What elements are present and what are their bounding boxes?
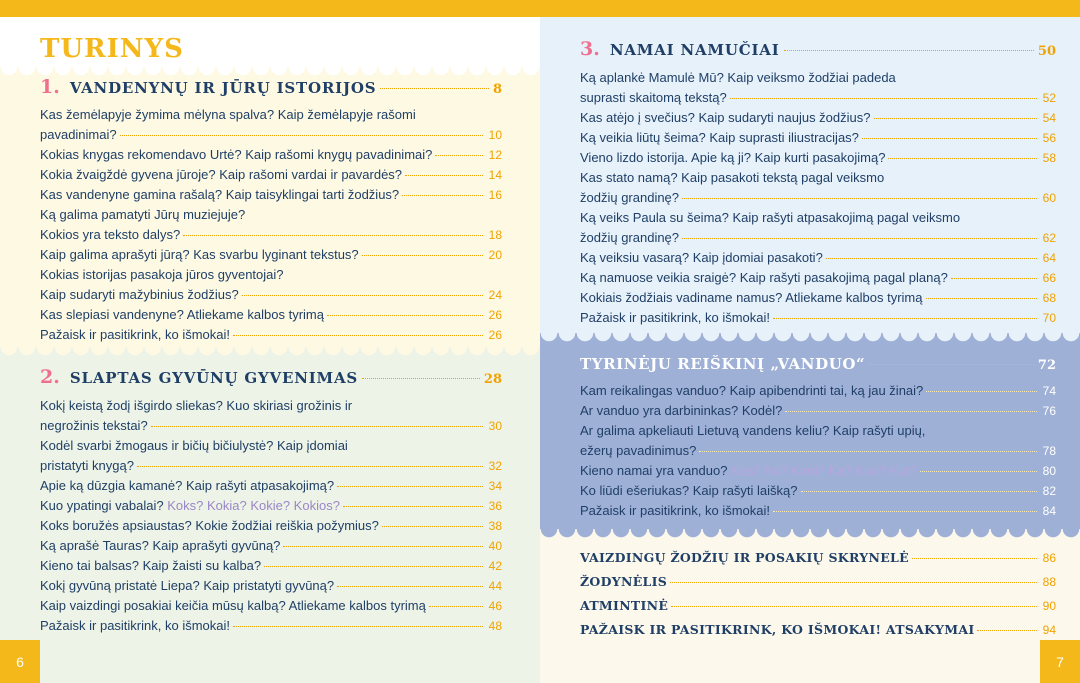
entry-title: Kieno tai balsas? Kaip žaisti su kalba? xyxy=(40,558,262,573)
leader-dots xyxy=(120,135,483,136)
entry-title: žodžių grandinę? xyxy=(580,230,680,245)
research-title: TYRINĖJU REIŠKINĮ „VANDUO“ xyxy=(580,355,866,373)
chapter-page: 28 xyxy=(483,372,502,387)
toc-entry[interactable] xyxy=(40,576,502,596)
chapter-3-heading[interactable] xyxy=(580,38,1056,60)
toc-entry[interactable] xyxy=(40,536,502,556)
entry-page: 24 xyxy=(488,288,502,302)
chapter-page: 8 xyxy=(492,82,502,97)
entry-title: Kokį gyvūną pristatė Liepa? Kaip pristatyti gyvūną? xyxy=(40,578,335,593)
entry-text xyxy=(580,618,974,641)
leader-dots xyxy=(874,118,1038,119)
entry-title: Kaip galima aprašyti jūrą? Kas svarbu lyginant tekstus? xyxy=(40,247,359,262)
entry-text xyxy=(580,421,925,441)
entry-title: Kokį keistą žodį išgirdo sliekas? Kuo skiriasi grožinis ir xyxy=(40,398,353,413)
entry-page: 34 xyxy=(488,479,502,493)
toc-entry[interactable] xyxy=(40,145,502,165)
research-heading[interactable] xyxy=(580,355,1056,373)
toc-entry[interactable] xyxy=(580,248,1056,268)
entry-title: Pažaisk ir pasitikrink, ko išmokai! xyxy=(40,327,230,342)
entry-page: 20 xyxy=(488,248,502,262)
entry-page: 58 xyxy=(1042,151,1056,165)
entry-title: Ką aprašė Tauras? Kaip aprašyti gyvūną? xyxy=(40,538,281,553)
entry-text xyxy=(40,456,134,476)
entry-page: 76 xyxy=(1042,404,1056,418)
chapter-2-entries xyxy=(40,396,502,636)
entry-title: Ar vanduo yra darbininkas? Kodėl? xyxy=(580,403,783,418)
entry-page: 54 xyxy=(1042,111,1056,125)
entry-page: 46 xyxy=(488,599,502,613)
entry-page: 78 xyxy=(1042,444,1056,458)
entry-page: 26 xyxy=(488,308,502,322)
toc-entry[interactable] xyxy=(580,168,1056,188)
chapter-page: 50 xyxy=(1037,44,1056,59)
highlighted-questions: Koks? Kokia? Kokie? Kokios? xyxy=(167,498,340,513)
entry-page: 62 xyxy=(1042,231,1056,245)
entry-text xyxy=(580,268,948,288)
toc-entry[interactable] xyxy=(40,265,502,285)
toc-entry[interactable] xyxy=(40,416,502,436)
leader-dots xyxy=(233,626,483,627)
leader-dots xyxy=(151,426,483,427)
entry-text xyxy=(580,288,923,308)
leader-dots xyxy=(327,315,483,316)
leader-dots xyxy=(801,491,1038,492)
entry-title: Ką galima pamatyti Jūrų muziejuje? xyxy=(40,207,246,222)
entry-title: Kaip vaizdingi posakiai keičia mūsų kalbą? Atliekame kalbos tyrimą xyxy=(40,598,426,613)
entry-title: Ką namuose veikia sraigė? Kaip rašyti pasakojimą pagal planą? xyxy=(580,270,948,285)
entry-title: Kokia žvaigždė gyvena jūroje? Kaip rašomi vardai ir pavardės? xyxy=(40,167,403,182)
leader-dots xyxy=(264,566,483,567)
entry-text xyxy=(40,496,340,516)
leader-dots xyxy=(337,486,483,487)
entry-text xyxy=(40,325,230,345)
entry-text xyxy=(580,594,668,617)
entry-title: Kokias istorijas pasakoja jūros gyventojai? xyxy=(40,267,284,282)
toc-title: TURINYS xyxy=(40,34,184,64)
leader-dots xyxy=(380,88,489,89)
entry-text xyxy=(580,68,896,88)
entry-text xyxy=(40,225,180,245)
toc-entry[interactable] xyxy=(580,208,1056,228)
leader-dots xyxy=(926,391,1037,392)
entry-text xyxy=(40,576,334,596)
entry-title: Kas slepiasi vandenyne? Atliekame kalbos tyrimą xyxy=(40,307,324,322)
entry-title: Kokios yra teksto dalys? xyxy=(40,227,181,242)
toc-entry[interactable] xyxy=(40,496,502,516)
entry-page: 42 xyxy=(488,559,502,573)
entry-title: ežerų pavadinimus? xyxy=(580,443,697,458)
leader-dots xyxy=(435,155,483,156)
entry-title: Kas vandenyne gamina rašalą? Kaip taisyklingai tarti žodžius? xyxy=(40,187,400,202)
entry-text xyxy=(40,165,402,185)
entry-page: 84 xyxy=(1042,504,1056,518)
entry-title: Ar galima apkeliauti Lietuvą vandens keliu? Kaip rašyti upių, xyxy=(580,423,926,438)
toc-entry[interactable] xyxy=(40,325,502,345)
leader-dots xyxy=(233,335,483,336)
entry-page: 12 xyxy=(488,148,502,162)
entry-text xyxy=(40,536,280,556)
entry-text xyxy=(580,168,884,188)
entry-text xyxy=(40,436,348,456)
entry-page: 88 xyxy=(1042,575,1056,589)
toc-entry[interactable] xyxy=(580,108,1056,128)
leader-dots xyxy=(362,255,483,256)
leader-dots xyxy=(773,318,1037,319)
leader-dots xyxy=(242,295,483,296)
toc-entry[interactable] xyxy=(40,616,502,636)
chapter-number: 2. xyxy=(40,366,60,388)
entry-title: Kas stato namą? Kaip pasakoti tekstą pagal veiksmo xyxy=(580,170,885,185)
entry-title: Apie ką dūzgia kamanė? Kaip rašyti atpasakojimą? xyxy=(40,478,335,493)
chapter-2-heading[interactable] xyxy=(40,366,502,388)
entry-title: ŽODYNĖLIS xyxy=(580,574,668,589)
toc-entry[interactable] xyxy=(40,285,502,305)
entry-text xyxy=(580,381,923,401)
entry-page: 68 xyxy=(1042,291,1056,305)
leader-dots xyxy=(429,606,483,607)
leader-dots xyxy=(730,98,1037,99)
toc-entry[interactable] xyxy=(580,381,1056,401)
toc-entry[interactable] xyxy=(580,594,1056,618)
toc-entry[interactable] xyxy=(580,461,1056,481)
leader-dots xyxy=(337,586,483,587)
entry-text xyxy=(580,148,885,168)
entry-page: 82 xyxy=(1042,484,1056,498)
entry-title: ATMINTINĖ xyxy=(580,598,669,613)
page-number-left: 6 xyxy=(0,640,40,683)
toc-entry[interactable] xyxy=(580,570,1056,594)
entry-page: 38 xyxy=(488,519,502,533)
entry-text xyxy=(580,128,859,148)
entry-title: negrožinis tekstai? xyxy=(40,418,148,433)
toc-entry[interactable] xyxy=(40,125,502,145)
leader-dots xyxy=(773,511,1037,512)
entry-title: Kodėl svarbi žmogaus ir bičių bičiulystė? Kaip įdomiai xyxy=(40,438,348,453)
toc-entry[interactable] xyxy=(40,245,502,265)
chapter-title: SLAPTAS GYVŪNŲ GYVENIMAS xyxy=(69,369,359,387)
toc-entry[interactable] xyxy=(580,441,1056,461)
entry-title: Pažaisk ir pasitikrink, ko išmokai! xyxy=(580,503,770,518)
entry-title: Kokiais žodžiais vadiname namus? Atliekame kalbos tyrimą xyxy=(580,290,923,305)
entry-text xyxy=(580,501,770,521)
toc-entry[interactable] xyxy=(40,456,502,476)
entry-title: žodžių grandinę? xyxy=(580,190,680,205)
entry-page: 18 xyxy=(488,228,502,242)
leader-dots xyxy=(671,606,1037,607)
entry-page: 52 xyxy=(1042,91,1056,105)
toc-entry[interactable] xyxy=(580,288,1056,308)
entry-text xyxy=(580,188,679,208)
leader-dots xyxy=(785,411,1037,412)
toc-entry[interactable] xyxy=(580,148,1056,168)
toc-entry[interactable] xyxy=(40,225,502,245)
research-page: 72 xyxy=(1037,358,1056,373)
entry-title: Ką veikia liūtų šeima? Kaip suprasti iliustracijas? xyxy=(580,130,859,145)
entry-text xyxy=(40,245,359,265)
toc-entry[interactable] xyxy=(40,105,502,125)
entry-page: 30 xyxy=(488,419,502,433)
entry-text xyxy=(40,556,261,576)
entry-page: 44 xyxy=(488,579,502,593)
entry-title: Vieno lizdo istorija. Apie ką ji? Kaip kurti pasakojimą? xyxy=(580,150,886,165)
leader-dots xyxy=(670,582,1037,583)
leader-dots xyxy=(869,364,1034,365)
toc-entry[interactable] xyxy=(40,396,502,416)
entry-page: 90 xyxy=(1042,599,1056,613)
leader-dots xyxy=(682,198,1037,199)
toc-entry[interactable] xyxy=(40,596,502,616)
leader-dots xyxy=(888,158,1037,159)
chapter-title: NAMAI NAMUČIAI xyxy=(609,41,780,59)
entry-page: 60 xyxy=(1042,191,1056,205)
toc-entry[interactable] xyxy=(40,205,502,225)
entry-page: 80 xyxy=(1042,464,1056,478)
entry-text xyxy=(40,396,352,416)
page-number-right: 7 xyxy=(1040,640,1080,683)
entry-page: 26 xyxy=(488,328,502,342)
entry-title: Kas žemėlapyje žymima mėlyna spalva? Kaip žemėlapyje rašomi xyxy=(40,107,416,122)
entry-text xyxy=(40,265,284,285)
entry-page: 10 xyxy=(488,128,502,142)
entry-text xyxy=(580,570,667,593)
entry-title: Kam reikalingas vanduo? Kaip apibendrinti tai, ką jau žinai? xyxy=(580,383,924,398)
entry-text xyxy=(40,145,432,165)
entry-text xyxy=(40,185,399,205)
leader-dots xyxy=(343,506,483,507)
entry-title: suprasti skaitomą tekstą? xyxy=(580,90,727,105)
toc-entry[interactable] xyxy=(580,501,1056,521)
toc-entry[interactable] xyxy=(40,436,502,456)
leader-dots xyxy=(926,298,1038,299)
leader-dots xyxy=(826,258,1037,259)
entry-title: Kaip sudaryti mažybinius žodžius? xyxy=(40,287,239,302)
leader-dots xyxy=(402,195,483,196)
leader-dots xyxy=(784,50,1034,51)
entry-page: 64 xyxy=(1042,251,1056,265)
leader-dots xyxy=(137,466,483,467)
toc-entry[interactable] xyxy=(580,128,1056,148)
toc-entry[interactable] xyxy=(580,401,1056,421)
toc-entry[interactable] xyxy=(580,68,1056,88)
entry-text xyxy=(580,401,782,421)
entry-title: Pažaisk ir pasitikrink, ko išmokai! xyxy=(580,310,770,325)
entry-title: VAIZDINGŲ ŽODŽIŲ IR POSAKIŲ SKRYNELĖ xyxy=(580,550,909,565)
entry-text xyxy=(580,441,696,461)
entry-text xyxy=(580,461,917,481)
leader-dots xyxy=(283,546,483,547)
leader-dots xyxy=(862,138,1037,139)
toc-entry[interactable] xyxy=(580,228,1056,248)
toc-entry[interactable] xyxy=(40,185,502,205)
entry-text xyxy=(40,596,426,616)
entry-text xyxy=(40,125,117,145)
leader-dots xyxy=(920,471,1037,472)
highlighted-questions: Kas? Ko? Kam? Ką? Kuo? Kur? xyxy=(731,463,917,478)
leader-dots xyxy=(183,235,483,236)
entry-text xyxy=(580,546,909,569)
entry-title: pristatyti knygą? xyxy=(40,458,134,473)
entry-text xyxy=(580,308,770,328)
entry-text xyxy=(40,285,239,305)
toc-entry[interactable] xyxy=(40,476,502,496)
entry-page: 86 xyxy=(1042,551,1056,565)
entry-title: Kieno namai yra vanduo? xyxy=(580,463,728,478)
entry-title: Ko liūdi ešeriukas? Kaip rašyti laišką? xyxy=(580,483,798,498)
entry-page: 32 xyxy=(488,459,502,473)
entry-title: Ką aplankė Mamulė Mū? Kaip veiksmo žodžiai padeda xyxy=(580,70,896,85)
toc-entry[interactable] xyxy=(580,618,1056,642)
entry-title: Ką veiksiu vasarą? Kaip įdomiai pasakoti? xyxy=(580,250,823,265)
leader-dots xyxy=(699,451,1037,452)
toc-entry[interactable] xyxy=(40,556,502,576)
chapter-number: 1. xyxy=(40,76,60,98)
entry-text xyxy=(40,476,334,496)
toc-entry[interactable] xyxy=(40,305,502,325)
right-page xyxy=(540,17,1080,683)
chapter-1-entries xyxy=(40,105,502,345)
entry-page: 70 xyxy=(1042,311,1056,325)
entry-text xyxy=(40,616,230,636)
entry-page: 40 xyxy=(488,539,502,553)
toc-entry[interactable] xyxy=(580,421,1056,441)
top-accent-bar xyxy=(0,0,1080,17)
entry-title: Kokias knygas rekomendavo Urtė? Kaip rašomi knygų pavadinimai? xyxy=(40,147,433,162)
entry-text xyxy=(580,228,679,248)
toc-entry[interactable] xyxy=(580,546,1056,570)
toc-entry[interactable] xyxy=(580,308,1056,328)
entry-text xyxy=(40,305,324,325)
leader-dots xyxy=(912,558,1037,559)
entry-text xyxy=(40,205,245,225)
toc-entry[interactable] xyxy=(580,268,1056,288)
chapter-1-heading[interactable] xyxy=(40,76,502,98)
leader-dots xyxy=(951,278,1037,279)
entry-page: 14 xyxy=(488,168,502,182)
entry-page: 94 xyxy=(1042,623,1056,637)
toc-entry[interactable] xyxy=(580,188,1056,208)
entry-text xyxy=(580,248,823,268)
entry-text xyxy=(40,416,148,436)
entry-title: Kuo ypatingi vabalai? xyxy=(40,498,164,513)
entry-title: Pažaisk ir pasitikrink, ko išmokai! xyxy=(40,618,230,633)
toc-entry[interactable] xyxy=(580,88,1056,108)
research-entries xyxy=(580,381,1056,521)
entry-page: 36 xyxy=(488,499,502,513)
toc-entry[interactable] xyxy=(580,481,1056,501)
leader-dots xyxy=(362,378,480,379)
entry-text xyxy=(580,108,871,128)
entry-text xyxy=(40,516,379,536)
chapter-3-entries xyxy=(580,68,1056,328)
entry-page: 74 xyxy=(1042,384,1056,398)
entry-title: pavadinimai? xyxy=(40,127,117,142)
entry-title: Ką veiks Paula su šeima? Kaip rašyti atpasakojimą pagal veiksmo xyxy=(580,210,961,225)
chapter-title: VANDENYNŲ IR JŪRŲ ISTORIJOS xyxy=(69,79,377,97)
leader-dots xyxy=(682,238,1037,239)
entry-page: 48 xyxy=(488,619,502,633)
entry-title: Kas atėjo į svečius? Kaip sudaryti naujus žodžius? xyxy=(580,110,871,125)
entry-title: PAŽAISK IR PASITIKRINK, KO IŠMOKAI! ATSAKYMAI xyxy=(580,622,975,637)
entry-page: 66 xyxy=(1042,271,1056,285)
leader-dots xyxy=(405,175,483,176)
entry-text xyxy=(580,88,727,108)
chapter-number: 3. xyxy=(580,38,600,60)
left-page xyxy=(0,17,540,683)
entry-text xyxy=(580,208,960,228)
leader-dots xyxy=(382,526,483,527)
entry-text xyxy=(580,481,798,501)
leader-dots xyxy=(977,630,1037,631)
entry-page: 16 xyxy=(488,188,502,202)
appendix-list xyxy=(580,546,1056,642)
entry-title: Koks boružės apsiaustas? Kokie žodžiai reiškia požymius? xyxy=(40,518,379,533)
entry-page: 56 xyxy=(1042,131,1056,145)
toc-entry[interactable] xyxy=(40,165,502,185)
entry-text xyxy=(40,105,416,125)
toc-entry[interactable] xyxy=(40,516,502,536)
